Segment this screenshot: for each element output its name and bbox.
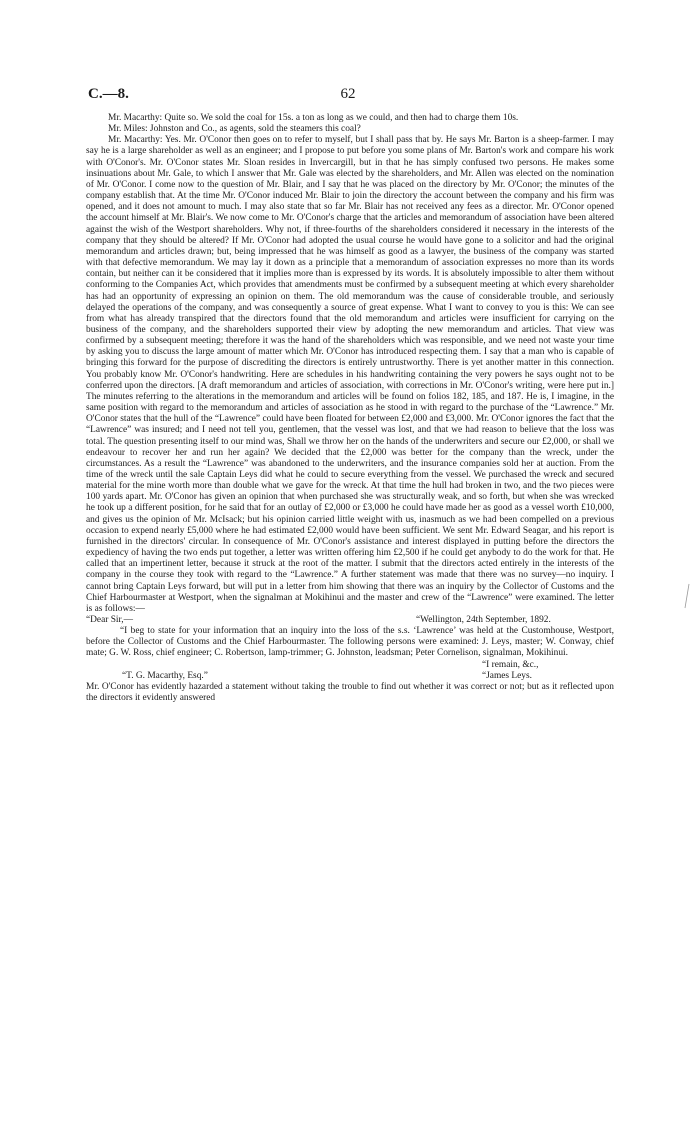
letter-recipient: “T. G. Macarthy, Esq.” [122,670,208,681]
section-reference: C.—8. [88,86,129,102]
page-number: 62 [340,86,356,102]
letter-body: “I beg to state for your information that an inquiry into the loss of the s.s. ‘Lawrence’ was held at the Customhouse, Westport, before the Collector of Customs and the Chief Harbourmaster. The following persons were examined: J. Leys, master; W. Conway, chief mate; G. W. Ross, chief engineer; C. Robertson, lamp-trimmer; G. Johnston, leadsman; Peter Cornelison, signalman, Mokihinui. [86,626,614,659]
margin-pen-mark [684,583,690,609]
letter-salutation: “Dear Sir,— [86,615,134,626]
paragraph: Mr. O'Conor has evidently hazarded a statement without taking the trouble to find out whether it was correct or not; but as it reflected upon the directors it evidently answered [86,681,614,704]
letter-heading-row [86,615,614,626]
page-header [88,86,608,104]
letter-place-date: “Wellington, 24th September, 1892. [416,615,551,626]
paragraph: Mr. Miles: Johnston and Co., as agents, sold the steamers this coal? [108,124,361,135]
letter-signature-row [86,671,614,682]
document-body [86,113,614,704]
letter-signature: “James Leys. [482,670,532,681]
paragraph: Mr. Macarthy: Yes. Mr. O'Conor then goes on to refer to myself, but I shall pass that by. He says Mr. Barton is a sheep-farmer. I may say he is a large shareholder as well as an engineer; and I propose to put before you some plans of Mr. Barton's work and compare his work with O'Conor's. Mr. O'Conor states Mr. Sloan resides in Invercargill, but in that he has simply confused two persons. He makes some insinuations about Mr. Gale, to which I answer that Mr. Gale was elected by the shareholders, and Mr. Allen was elected on the nomination of Mr. O'Conor. I come now to the question of Mr. Blair, and I say that he was placed on the directory by Mr. O'Conor; the minutes of the company establish that. At the time Mr. O'Conor induced Mr. Blair to join the directory the account between the company and his firm was opened, and it does not amount to much. I may also state that so far Mr. Blair has not received any fees as a director. Mr. O'Conor opened the account himself at Mr. Blair's. We now come to Mr. O'Conor's charge that the articles and memorandum of association have been altered against the wish of the Westport shareholders. Why not, if three-fourths of the shareholders considered it necessary in the interests of the company that they should be altered? If Mr. O'Conor had adopted the usual course he would have gone to a solicitor and had the original memorandum and articles drawn; but, being impressed that he was himself as good as a lawyer, the business of the company was started with that defective memorandum. We may lay it down as a principle that a memorandum of association expresses no more than its words contain, but neither can it be considered that it implies more than is expressed by its words. It is absolutely impossible to alter them without conforming to the Companies Act, which provides that amendments must be confirmed by a subsequent meeting at which every shareholder has had an opportunity of expressing an opinion on them. The old memorandum was the cause of considerable trouble, and seriously delayed the operations of the company, and was consequently a source of great expense. What I want to convey to you is this: We can see from what has already transpired that the directors found that the old memorandum and articles were insufficient for carrying on the business of the company, and the shareholders supported their view by adopting the new memorandum and articles. That view was confirmed by a subsequent meeting; therefore it was the hand of the shareholders which was responsible, and we need not waste your time by asking you to discuss the large amount of matter which Mr. O'Conor has introduced respecting them. I say that a man who is capable of bringing this forward for the purpose of discrediting the directors is entirely untrustworthy. There is yet another matter in this connection. You probably know Mr. O'Conor's handwriting. Here are schedules in his handwriting containing the very powers he says ought not to be conferred upon the directors. [A draft memorandum and articles of association, with corrections in Mr. O'Conor's writing, were here put in.] The minutes referring to the alterations in the memorandum and articles will be found on folios 182, 185, and 187. He is, I imagine, in the same position with regard to the memorandum and articles of association as he stood in with regard to the purchase of the “Lawrence.” Mr. O'Conor states that the hull of the “Lawrence” could have been floated for between £2,000 and £3,000. Mr. O'Conor ignores the fact that the “Lawrence” was insured; and I need not tell you, gentlemen, that the vessel was lost, and that we had reason to believe that the loss was total. The question presenting itself to our mind was, Shall we throw her on the hands of the underwriters and secure our £2,000, or shall we endeavour to recover her and run her again? We decided that the £2,000 was better for the company than the wreck, under the circumstances. As a result the “Lawrence” was abandoned to the underwriters, and the insurance companies sold her at auction. From the time of the wreck until the sale Captain Leys did what he could to secure everything from the vessel. We purchased the wreck and secured material for the mine worth more than double what we gave for the wreck. At that time the hull had broken in two, and the two pieces were 100 yards apart. Mr. O'Conor has given an opinion that when purchased she was structurally weak, and so forth, but when she was wrecked he took up a different position, for he said that for an outlay of £2,000 or £3,000 he could have made her as good as a vessel worth £10,000, and gives us the opinion of Mr. McIsack; but his opinion carried little weight with us, inasmuch as we had been compelled on a previous occasion to expend nearly £5,000 where he had estimated £2,000 would have been sufficient. We sent Mr. Edward Seagar, and his report is furnished in the directors' circular. In consequence of Mr. O'Conor's assistance and interest displayed in putting before the directors the expediency of having the two ends put together, a letter was written offering him £2,500 if he could get anybody to do the work for that. He called that an impertinent letter, because it struck at the root of the matter. I submit that the directors acted entirely in the interests of the company in the course they took with regard to the “Lawrence.” A further statement was made that there was no survey—no inquiry. I cannot bring Captain Leys forward, but will put in a letter from him showing that there was an inquiry by the Collector of Customs and the Chief Harbourmaster at Westport, when the signalman at Mokihinui and the master and crew of the “Lawrence” were examined. The letter is as follows:— [86,135,614,614]
letter-closing-row [86,660,614,671]
letter-closing: “I remain, &c., [482,659,539,670]
paragraph: Mr. Macarthy: Quite so. We sold the coal for 15s. a ton as long as we could, and then had to charge them 10s. [108,113,519,123]
